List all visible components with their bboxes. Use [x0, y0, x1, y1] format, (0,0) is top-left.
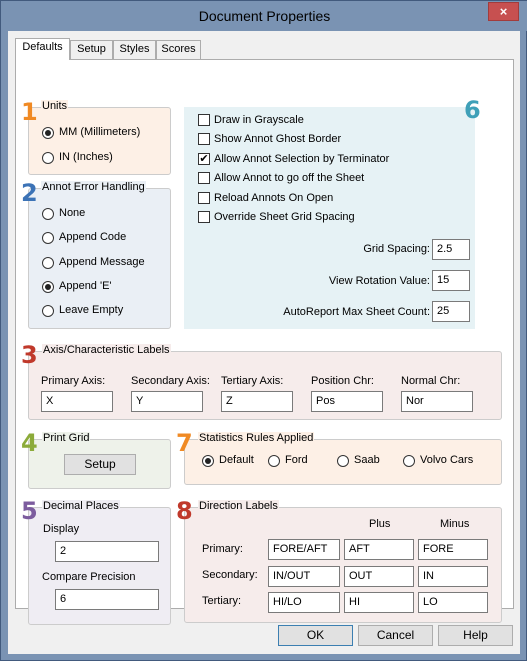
section-number-7: 7	[176, 429, 193, 457]
checkbox	[198, 133, 210, 145]
tab-styles[interactable]: Styles	[113, 40, 156, 59]
grid-spacing-input[interactable]: 2.5	[432, 239, 470, 260]
radio-dot	[42, 127, 54, 139]
section-number-2: 2	[21, 179, 38, 207]
tab-panel-defaults	[15, 59, 514, 609]
compare-precision-input[interactable]: 6	[55, 589, 159, 610]
radio-dot	[42, 257, 54, 269]
section-number-4: 4	[21, 429, 38, 457]
view-rotation-input[interactable]: 15	[432, 270, 470, 291]
statistics-rules-group: Statistics Rules Applied Default Ford Saab Volvo Cars	[184, 439, 502, 485]
position-chr-label: Position Chr:	[311, 375, 374, 387]
close-button[interactable]: ×	[488, 2, 519, 21]
primary-direction-label: Primary:	[202, 543, 243, 555]
units-title: Units	[42, 100, 68, 112]
secondary-axis-input[interactable]: Y	[131, 391, 203, 412]
autoreport-input[interactable]: 25	[432, 301, 470, 322]
tertiary-minus-input[interactable]: LO	[418, 592, 488, 613]
checkbox	[198, 114, 210, 126]
decimal-places-title: Decimal Places	[43, 500, 119, 512]
tertiary-direction-label: Tertiary:	[202, 595, 242, 607]
view-rotation-label: View Rotation Value:	[328, 275, 430, 287]
section-number-8: 8	[176, 497, 193, 525]
section-number-3: 3	[21, 341, 38, 369]
secondary-minus-input[interactable]: IN	[418, 566, 488, 587]
section-number-5: 5	[21, 497, 38, 525]
primary-plus-input[interactable]: AFT	[344, 539, 414, 560]
tab-scores[interactable]: Scores	[156, 40, 201, 59]
tertiary-axis-label: Tertiary Axis:	[221, 375, 284, 387]
primary-direction-input[interactable]: FORE/AFT	[268, 539, 340, 560]
title-bar	[1, 1, 527, 31]
compare-precision-label: Compare Precision	[42, 571, 136, 583]
cancel-button[interactable]: Cancel	[358, 625, 433, 646]
annot-error-title: Annot Error Handling	[42, 181, 145, 193]
print-grid-group	[28, 432, 171, 489]
axis-labels-group	[28, 344, 502, 420]
tertiary-plus-input[interactable]: HI	[344, 592, 414, 613]
primary-axis-label: Primary Axis:	[41, 375, 106, 387]
checkbox: ✔	[199, 153, 209, 165]
radio-dot	[403, 455, 415, 467]
tab-setup[interactable]: Setup	[70, 40, 113, 59]
help-button[interactable]: Help	[438, 625, 513, 646]
radio-dot	[42, 281, 54, 293]
options-group: Draw in Grayscale Show Annot Ghost Border ✔ Allow Annot Selection by Terminator Allow Annot to go off the Sheet Reload Annots On Open Override Sheet Grid Spacing Grid Spacing: 2.5 View Rotation Value: 15 AutoReport Max Sheet Count: 25	[184, 107, 475, 329]
secondary-direction-input[interactable]: IN/OUT	[268, 566, 340, 587]
display-input[interactable]: 2	[55, 541, 159, 562]
radio-dot	[42, 305, 54, 317]
statistics-rules-title: Statistics Rules Applied	[199, 432, 314, 444]
section-number-6: 6	[464, 96, 481, 124]
radio-dot	[202, 455, 214, 467]
checkbox	[198, 192, 210, 204]
section-number-1: 1	[21, 98, 38, 126]
print-grid-setup-button[interactable]: Setup	[64, 454, 136, 475]
position-chr-input[interactable]: Pos	[311, 391, 383, 412]
radio-dot	[42, 208, 54, 220]
primary-axis-input[interactable]: X	[41, 391, 113, 412]
normal-chr-label: Normal Chr:	[401, 375, 461, 387]
radio-dot	[337, 455, 349, 467]
checkbox	[198, 211, 210, 223]
checkbox	[198, 172, 210, 184]
secondary-direction-label: Secondary:	[202, 569, 258, 581]
direction-labels-group	[184, 500, 502, 623]
window-title: Document Properties	[198, 8, 331, 24]
annot-error-group: Annot Error Handling None Append Code Append Message Append 'E' Leave Empty	[28, 188, 171, 329]
radio-dot	[42, 152, 54, 164]
secondary-plus-input[interactable]: OUT	[344, 566, 414, 587]
normal-chr-input[interactable]: Nor	[401, 391, 473, 412]
primary-minus-input[interactable]: FORE	[418, 539, 488, 560]
dialog-client	[8, 31, 520, 654]
tertiary-axis-input[interactable]: Z	[221, 391, 293, 412]
autoreport-label: AutoReport Max Sheet Count:	[283, 306, 430, 318]
direction-labels-title: Direction Labels	[199, 500, 278, 512]
axis-labels-title: Axis/Characteristic Labels	[43, 344, 170, 356]
units-group: Units MM (Millimeters) IN (Inches)	[28, 107, 171, 175]
tab-defaults[interactable]: Defaults	[15, 38, 70, 60]
plus-header: Plus	[369, 518, 391, 530]
display-label: Display	[43, 523, 80, 535]
radio-dot	[42, 232, 54, 244]
ok-button[interactable]: OK	[278, 625, 353, 646]
secondary-axis-label: Secondary Axis:	[131, 375, 210, 387]
tertiary-direction-input[interactable]: HI/LO	[268, 592, 340, 613]
decimal-places-group	[28, 500, 171, 625]
print-grid-title: Print Grid	[43, 432, 90, 444]
minus-header: Minus	[440, 518, 470, 530]
radio-dot	[268, 455, 280, 467]
grid-spacing-label: Grid Spacing:	[363, 243, 430, 255]
